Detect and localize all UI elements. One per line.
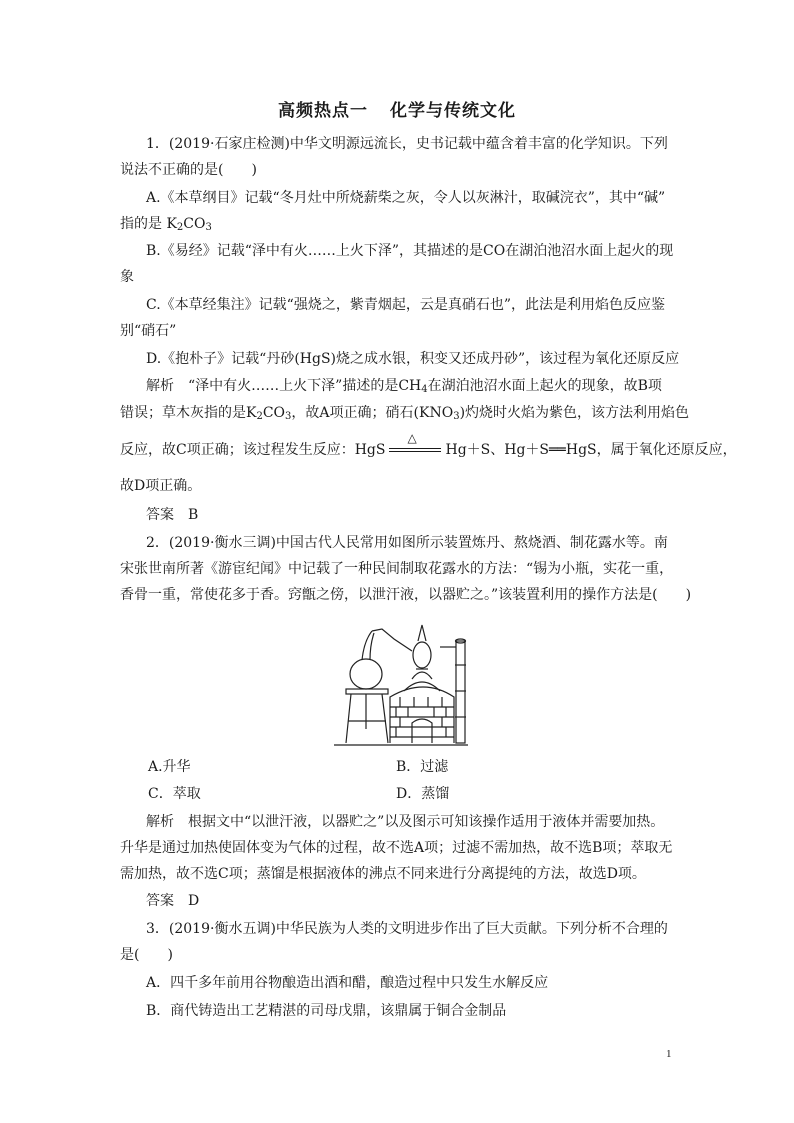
heat-reaction-arrow xyxy=(385,431,445,460)
q1-analysis-text: 在湖泊池沼水面上起火的现象，故B项 xyxy=(427,378,662,394)
q1-option-b-line1: B.《易经》记载“泽中有火……上火下泽”，其描述的是CO在湖泊池沼水面上起火的现 xyxy=(146,243,674,259)
q2-option-b: B．过滤 xyxy=(396,759,449,775)
q1-option-b-line2: 象 xyxy=(120,269,134,285)
distillation-apparatus-figure xyxy=(334,611,468,747)
q2-stem-line2: 宋张世南所著《游宦纪闻》中记载了一种民间制取花露水的方法：“锡为小瓶，实花一重， xyxy=(120,561,674,577)
subscript: 3 xyxy=(285,411,292,422)
q2-stem-line3: 香骨一重，常使花多于香。窍甑之傍，以泄汗液，以器贮之。”该装置利用的操作方法是( ) xyxy=(120,587,692,603)
q1-option-c-line2: 别“硝石” xyxy=(120,323,177,339)
title-right: 化学与传统文化 xyxy=(390,101,516,121)
q1-option-a-line2 xyxy=(120,214,680,238)
q2-option-a: A.升华 xyxy=(148,759,191,775)
title-left: 高频热点一 xyxy=(278,101,368,121)
q3-option-a: A．四千多年前用谷物酿造出酒和醋，酿造过程中只发生水解反应 xyxy=(146,975,549,991)
q1-analysis-text: )灼烧时火焰为紫色，该方法利用焰色 xyxy=(459,405,690,421)
q1-analysis-line1 xyxy=(146,376,706,400)
q1-analysis-text: ，故A项正确；硝石(KNO xyxy=(291,405,454,421)
q2-analysis-line2: 升华是通过加热使固体变为气体的过程，故不选A项；过滤不需加热，故不选B项；萃取无 xyxy=(120,840,673,856)
q1-analysis-formula: CO xyxy=(262,405,286,421)
q1-analysis-text: 错误；草木灰指的是K xyxy=(120,405,257,421)
q3-stem-line2: 是( ) xyxy=(120,947,173,963)
q2-analysis-line1: 解析 根据文中“以泄汗液，以器贮之”以及图示可知该操作适用于液体并需要加热。 xyxy=(146,814,665,830)
q1-stem-line2: 说法不正确的是( ) xyxy=(120,162,257,178)
q2-stem-line1: 2．(2019·衡水三调)中国古代人民常用如图所示装置炼丹、熬烧酒、制花露水等。南 xyxy=(146,535,668,551)
subscript: 3 xyxy=(205,222,212,233)
q3-stem-line1: 3．(2019·衡水五调)中华民族为人类的文明进步作出了巨大贡献。下列分析不合理的 xyxy=(146,921,668,937)
q1-analysis-text: 解析 “泽中有火……上火下泽”描述的是CH xyxy=(146,378,422,394)
q2-answer: 答案 D xyxy=(146,893,200,909)
subscript: 2 xyxy=(176,222,184,233)
q1-analysis-line2 xyxy=(120,403,690,427)
page-title xyxy=(0,96,794,121)
q1-analysis-text: Hg＋S、Hg＋S══HgS，属于氧化还原反应， xyxy=(445,442,737,458)
q1-option-a-line1: A.《本草纲目》记载“冬月灶中所烧薪柴之灰，令人以灰淋汁，取碱浣衣”，其中“碱” xyxy=(146,190,666,206)
q1-analysis-line4: 故D项正确。 xyxy=(120,478,202,494)
page-number: 1 xyxy=(666,1048,672,1060)
q1-option-c-line1: C.《本草经集注》记载“强烧之，紫青烟起，云是真硝石也”，此法是利用焰色反应鉴 xyxy=(146,297,665,313)
q1-analysis-line3 xyxy=(120,431,737,460)
subscript: 4 xyxy=(421,384,428,395)
q1-stem-line1: 1．(2019·石家庄检测)中华文明源远流长，史书记载中蕴含着丰富的化学知识。下列 xyxy=(146,136,668,152)
q3-option-b: B．商代铸造出工艺精湛的司母戊鼎，该鼎属于铜合金制品 xyxy=(146,1003,507,1019)
q1-option-d: D.《抱朴子》记载“丹砂(HgS)烧之成水银，积变又还成丹砂”，该过程为氧化还原反应 xyxy=(146,351,680,367)
subscript: 3 xyxy=(453,411,460,422)
q2-option-d: D．蒸馏 xyxy=(396,786,450,802)
q2-analysis-line3: 需加热，故不选C项；蒸馏是根据液体的沸点不同来进行分离提纯的方法，故选D项。 xyxy=(120,866,646,882)
delta-symbol: △ xyxy=(407,431,417,445)
q2-option-c: C．萃取 xyxy=(148,786,201,802)
subscript: 2 xyxy=(256,411,263,422)
q1-analysis-text: 反应，故C项正确；该过程发生反应：HgS xyxy=(120,442,386,458)
q1-option-a-text: 指的是 K xyxy=(120,216,177,232)
q1-answer: 答案 B xyxy=(146,507,199,523)
q1-option-a-formula: CO xyxy=(183,216,206,232)
